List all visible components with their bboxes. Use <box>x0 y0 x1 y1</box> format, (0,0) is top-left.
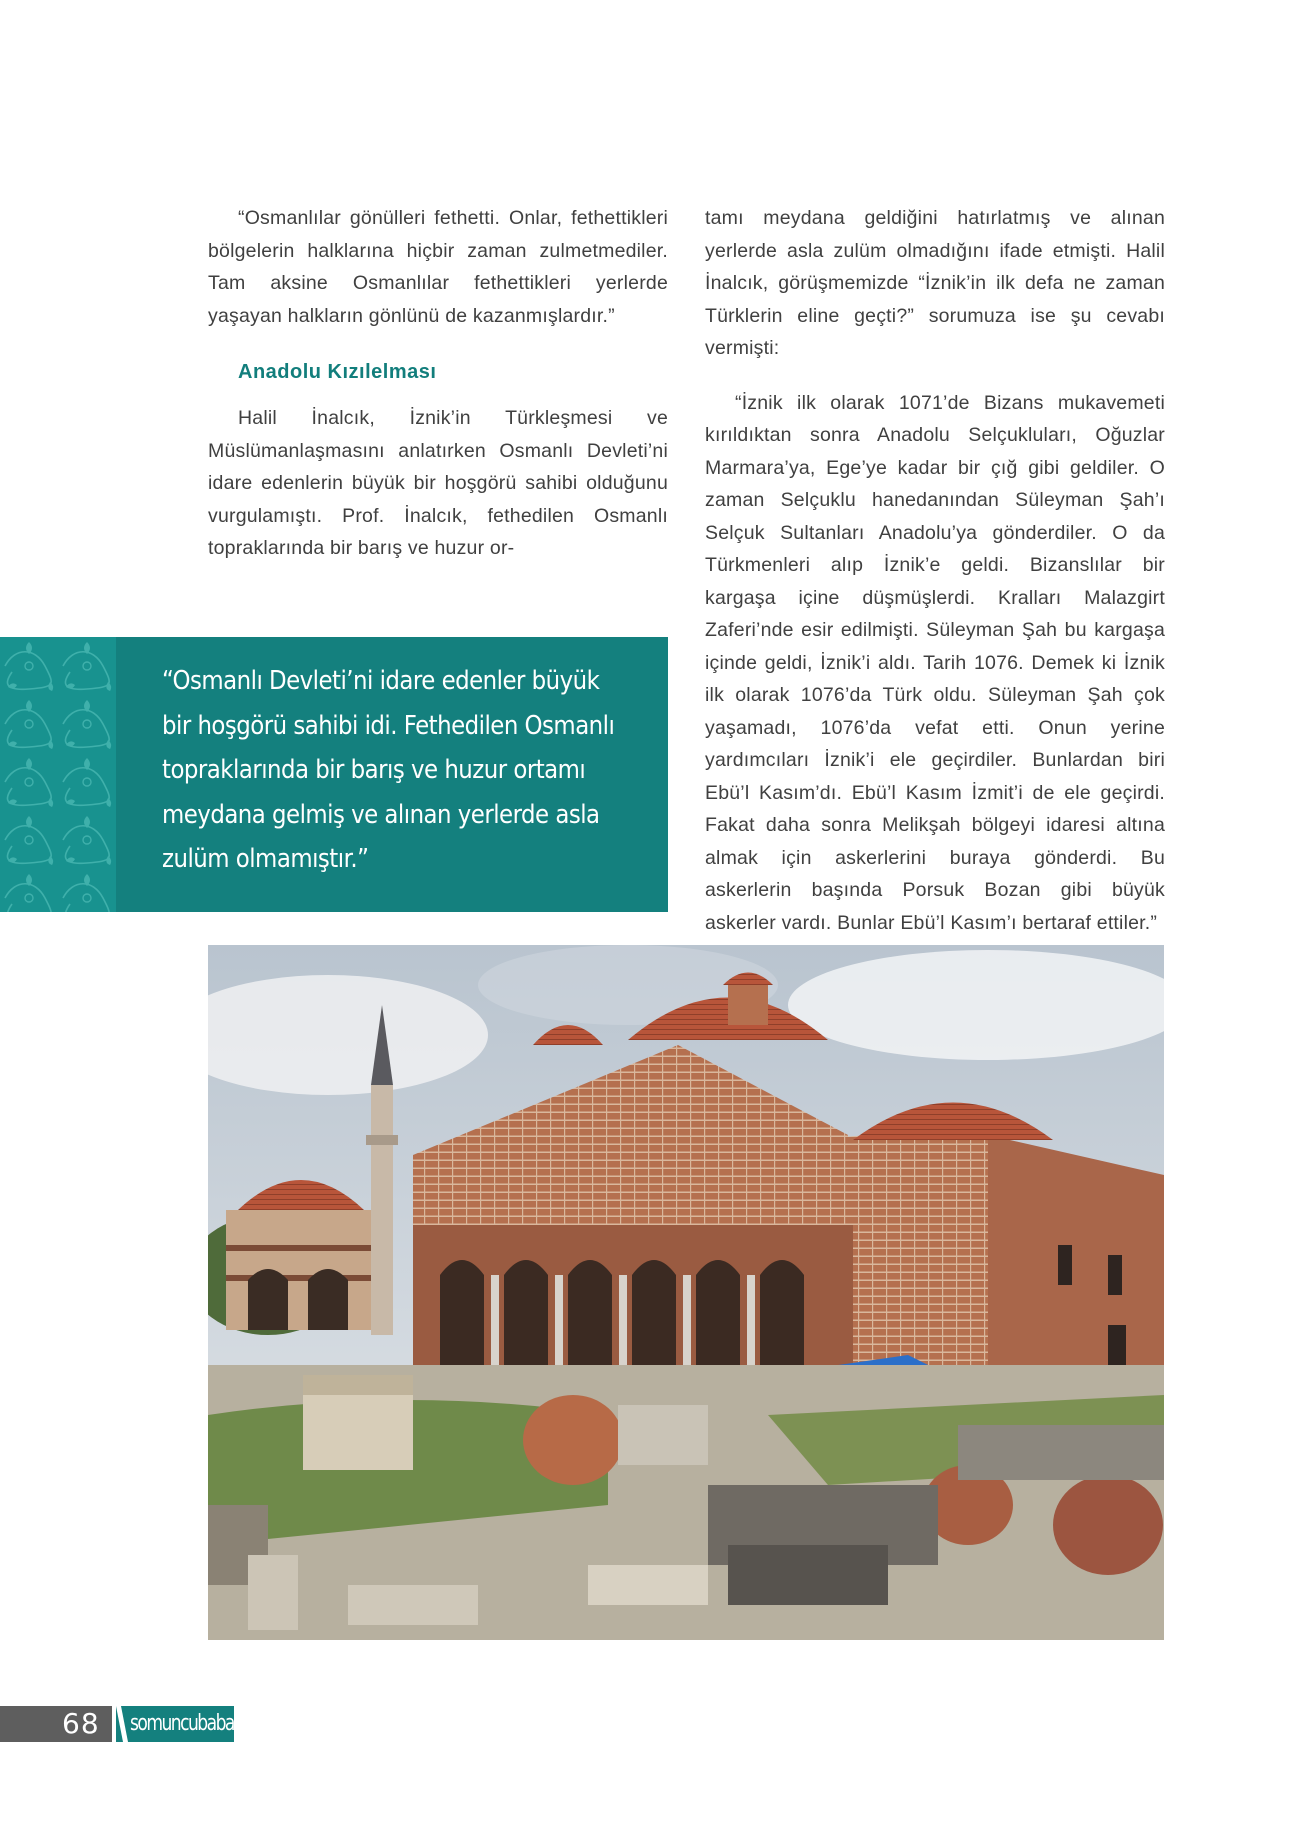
brand-name: somuncubaba <box>130 1711 234 1736</box>
pull-quote-text <box>162 659 655 882</box>
mosque-photo <box>208 945 1164 1640</box>
right-column <box>705 202 1165 939</box>
body-paragraph: Halil İnalcık, İznik’in Türkleşmesi ve Müslümanlaşmasını anlatırken Osmanlı Devleti’ni idare edenlerin büyük bir hoşgörü sahibi olduğunu vurgulamıştı. Prof. İnalcık, fethedilen Osmanlı topraklarında bir barış ve huzur or- <box>208 407 668 559</box>
pull-quote-box <box>0 637 668 912</box>
pull-quote-line: bir hoşgörü sahibi idi. Fethedilen Osmanlı <box>162 710 615 741</box>
logo-slash-icon <box>116 1706 130 1742</box>
pull-quote-line: “Osmanlı Devleti’ni idare edenler büyük <box>162 666 600 696</box>
floral-pattern-decoration <box>0 637 116 912</box>
body-paragraph: “Osmanlılar gönülleri fethetti. Onlar, fethettikleri bölgelerin halklarına hiçbir zaman zulmetmediler. Tam aksine Osmanlılar fethettikleri yerlerde yaşayan halkların gönlünü de kazanmışlardır.” <box>208 207 668 327</box>
pull-quote-line: zulüm olmamıştır.” <box>162 844 369 874</box>
pull-quote-line: topraklarında bir barış ve huzur ortamı <box>162 755 586 785</box>
page-number: 68 <box>62 1707 100 1740</box>
brand-logo <box>116 1706 234 1742</box>
left-column <box>208 202 668 565</box>
body-paragraph: tamı meydana geldiğini hatırlatmış ve alınan yerlerde asla zulüm olmadığını ifade etmişti. Halil İnalcık, görüşmemizde “İznik’in ilk defa ne zaman Türklerin eline geçti?” sorumuza ise şu cevabı vermişti: <box>705 207 1165 359</box>
quoted-paragraph: “İznik ilk olarak 1071’de Bizans mukavemeti kırıldıktan sonra Anadolu Selçukluları, Oğuzlar Marmara’ya, Ege’ye kadar bir çığ gibi geldiler. O zaman Selçuklu hanedanından Süleyman Şah’ı Selçuk Sultanları Anadolu’ya gönderdiler. O da Türkmenleri alıp İznik’e geldi. Bizanslılar bir kargaşa içine düşmüşlerdi. Kralları Malazgirt Zaferi’nde esir edilmişti. Süleyman Şah bu kargaşa içinde geldi, İznik’i aldı. Tarih 1076. Demek ki İznik ilk olarak 1076’da Türk oldu. Süleyman Şah çok yaşamadı, 1076’da vefat etti. Onun yerine yardımcıları İznik’i ele geçirdiler. Bunlardan biri Ebü’l Kasım’dı. Ebü’l Kasım İzmit’i de ele geçirdi. Fakat daha sonra Melikşah bölgeyi idaresi altına almak için askerlerini buraya gönderdi. Bu askerlerin başında Porsuk Bozan gibi büyük askerler vardı. Bunlar Ebü’l Kasım’ı bertaraf ettiler.” <box>705 391 1165 934</box>
section-subheading: Anadolu Kızılelması <box>238 361 437 383</box>
pull-quote-line: meydana gelmiş ve alınan yerlerde asla <box>162 799 600 830</box>
